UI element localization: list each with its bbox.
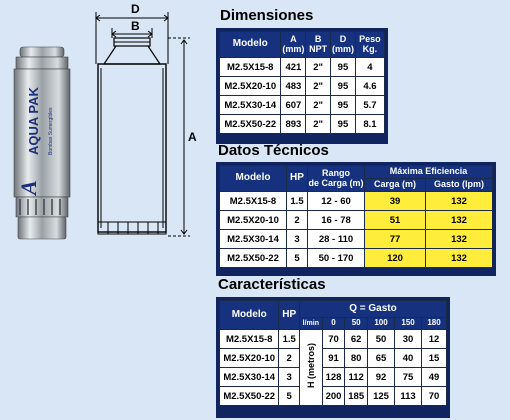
cell: 75 [395, 368, 422, 387]
table-row [220, 211, 493, 230]
caract-header-modelo: Modelo [220, 301, 279, 330]
caract-title: Características [218, 276, 326, 293]
cell: 51 [365, 211, 426, 230]
cell: 2" [306, 77, 331, 96]
cell: M2.5X20-10 [220, 77, 281, 96]
cell: 91 [322, 349, 345, 368]
label-d: D [131, 2, 140, 16]
cell: 95 [331, 96, 356, 115]
cell: M2.5X50-22 [220, 249, 287, 268]
h-metros-label: H (metros) [305, 343, 316, 389]
cell: 16 - 78 [308, 211, 365, 230]
cell: M2.5X15-8 [220, 192, 287, 211]
flow-header: 180 [422, 318, 447, 330]
flow-header: 0 [322, 318, 345, 330]
cell: 77 [365, 230, 426, 249]
dimensiones-table [219, 31, 385, 134]
cell: 15 [422, 349, 447, 368]
cell: 95 [331, 58, 356, 77]
table-row [220, 77, 385, 96]
cell: 200 [322, 387, 345, 406]
datos-header-rango: Rango de Carga (m) [308, 166, 365, 192]
cell: 12 [422, 330, 447, 349]
cell: 607 [281, 96, 306, 115]
cell: M2.5X20-10 [220, 211, 287, 230]
dim-header-modelo: Modelo [220, 32, 281, 58]
table-row [220, 387, 447, 406]
cell: 70 [422, 387, 447, 406]
cell: 70 [322, 330, 345, 349]
cell: 2" [306, 115, 331, 134]
cell: 92 [368, 368, 395, 387]
table-row [220, 349, 447, 368]
svg-text:A: A [16, 180, 41, 195]
cell: 132 [426, 230, 493, 249]
dim-header-peso: Peso Kg. [355, 32, 384, 58]
cell: 112 [345, 368, 368, 387]
pump-image [2, 45, 82, 245]
caract-table [219, 300, 447, 406]
cell: 113 [395, 387, 422, 406]
table-row [220, 115, 385, 134]
table-row [220, 330, 447, 349]
cell: M2.5X15-8 [220, 58, 281, 77]
cell: 28 - 110 [308, 230, 365, 249]
cell: 2 [279, 349, 300, 368]
cell: M2.5X15-8 [220, 330, 279, 349]
cell: 132 [426, 211, 493, 230]
flow-header: 100 [368, 318, 395, 330]
table-row [220, 58, 385, 77]
table-row [220, 96, 385, 115]
cell: 2" [306, 96, 331, 115]
cell: M2.5X30-14 [220, 230, 287, 249]
datos-header-hp: HP [287, 166, 308, 192]
caract-header-lmin: l/min [299, 318, 322, 330]
svg-text:Bombas Sumergibles: Bombas Sumergibles [48, 107, 54, 155]
cell: 12 - 60 [308, 192, 365, 211]
cell: 893 [281, 115, 306, 134]
dimensiones-title: Dimensiones [220, 7, 314, 24]
cell: 4.6 [355, 77, 384, 96]
label-b: B [131, 19, 140, 33]
cell: 128 [322, 368, 345, 387]
cell: 120 [365, 249, 426, 268]
datos-header-maxima: Máxima Eficiencia [365, 166, 493, 179]
cell: 3 [279, 368, 300, 387]
cell: 50 - 170 [308, 249, 365, 268]
caract-header-q: Q = Gasto [299, 301, 446, 318]
cell: 483 [281, 77, 306, 96]
svg-text:AQUA PAK: AQUA PAK [26, 87, 41, 155]
cell: 5 [287, 249, 308, 268]
table-row [220, 249, 493, 268]
cell: 30 [395, 330, 422, 349]
cell: 125 [368, 387, 395, 406]
cell: 1.5 [287, 192, 308, 211]
cell: 4 [355, 58, 384, 77]
datos-header-carga: Carga (m) [365, 179, 426, 192]
cell: 50 [368, 330, 395, 349]
flow-header: 50 [345, 318, 368, 330]
cell: M2.5X30-14 [220, 368, 279, 387]
cell: 95 [331, 115, 356, 134]
cell: 2" [306, 58, 331, 77]
table-row [220, 230, 493, 249]
cell: 185 [345, 387, 368, 406]
cell: M2.5X50-22 [220, 115, 281, 134]
cell: 49 [422, 368, 447, 387]
cell: 421 [281, 58, 306, 77]
table-row [220, 192, 493, 211]
cell: 3 [287, 230, 308, 249]
dim-header-d: D (mm) [331, 32, 356, 58]
cell: 39 [365, 192, 426, 211]
cell: 2 [287, 211, 308, 230]
datos-header-gasto: Gasto (lpm) [426, 179, 493, 192]
table-row [220, 368, 447, 387]
cell: 62 [345, 330, 368, 349]
cell: 1.5 [279, 330, 300, 349]
dim-header-a: A (mm) [281, 32, 306, 58]
cell: M2.5X30-14 [220, 96, 281, 115]
cell: 95 [331, 77, 356, 96]
cell: 65 [368, 349, 395, 368]
cell: 5.7 [355, 96, 384, 115]
datos-header-modelo: Modelo [220, 166, 287, 192]
cell: 8.1 [355, 115, 384, 134]
cell: 132 [426, 249, 493, 268]
flow-header: 150 [395, 318, 422, 330]
dimension-diagram [84, 4, 196, 254]
dim-header-b: B NPT [306, 32, 331, 58]
axis-label-cell [299, 330, 322, 406]
caract-header-hp: HP [279, 301, 300, 330]
cell: M2.5X20-10 [220, 349, 279, 368]
cell: 132 [426, 192, 493, 211]
label-a: A [188, 130, 197, 144]
datos-table [219, 165, 493, 268]
cell: 40 [395, 349, 422, 368]
cell: 5 [279, 387, 300, 406]
cell: 80 [345, 349, 368, 368]
cell: M2.5X50-22 [220, 387, 279, 406]
datos-title: Datos Técnicos [218, 142, 329, 159]
